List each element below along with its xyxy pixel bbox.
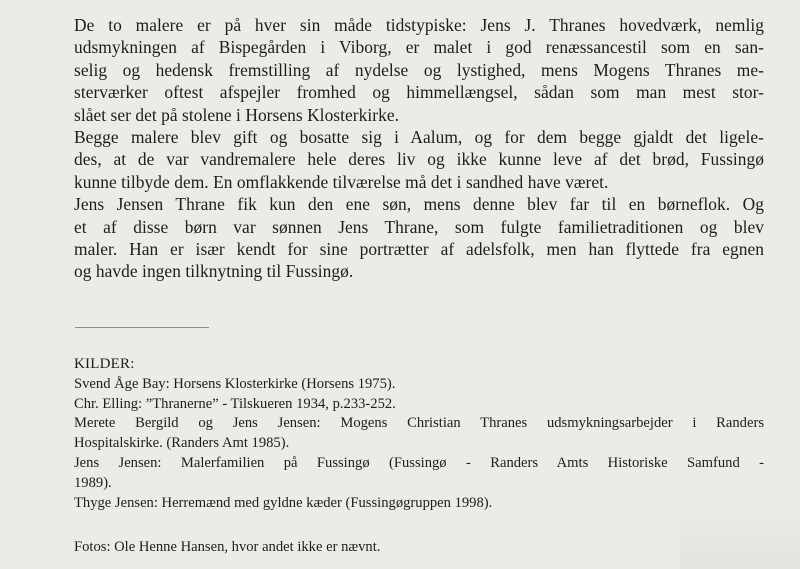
paragraph-2: [74, 126, 764, 193]
text-line: De to malere er på hver sin måde tidstypiske: Jens J. Thranes hovedværk, nemlig: [74, 15, 764, 35]
sources-section: [74, 355, 764, 513]
page-shading: [680, 509, 800, 569]
source-entry: Svend Åge Bay: Horsens Klosterkirke (Horsens 1975).: [74, 375, 396, 392]
source-entry: 1989).: [74, 474, 112, 491]
source-entry: Thyge Jensen: Herremænd med gyldne kæder (Fussingøgruppen 1998).: [74, 494, 493, 511]
text-line: og havde ingen tilknytning til Fussingø.: [74, 261, 354, 282]
text-line: kunne tilbyde dem. En omflakkende tilværelse må det i sandhed have været.: [74, 171, 609, 192]
photo-credit: Fotos: Ole Henne Hansen, hvor andet ikke er nævnt.: [74, 539, 381, 555]
section-divider: [75, 327, 209, 328]
text-line: sterværker oftest afspejler fromhed og himmellængsel, sådan som man mest stor-: [74, 82, 764, 103]
source-entry: Chr. Elling: ”Thranerne” - Tilskueren 1934, p.233-252.: [74, 395, 396, 412]
text-line: maler. Han er især kendt for sine portrætter af adelsfolk, men han flyttede fra egnen: [74, 239, 764, 260]
source-entry: Jens Jensen: Malerfamilien på Fussingø (Fussingø - Randers Amts Historiske Samfund -: [74, 454, 764, 471]
text-line: selig og hedensk fremstilling af nydelse og lystighed, mens Mogens Thranes me-: [74, 59, 764, 80]
text-line: Jens Jensen Thrane fik kun den ene søn, mens denne blev far til en børneflok. Og: [74, 194, 764, 215]
sources-heading: KILDER:: [74, 356, 135, 372]
paragraph-3: [74, 193, 764, 283]
text-line: slået ser det på stolene i Horsens Klosterkirke.: [74, 104, 400, 125]
source-entry: Hospitalskirke. (Randers Amt 1985).: [74, 435, 290, 452]
source-entry: Merete Bergild og Jens Jensen: Mogens Christian Thranes udsmykningsarbejder i Randers: [74, 415, 764, 432]
text-line: udsmykningen af Bispegården i Viborg, er malet i god renæssancestil som en san-: [74, 37, 764, 58]
paragraph-1: [74, 14, 764, 126]
text-line: des, at de var vandremalere hele deres liv og ikke kunne leve af det brød, Fussingø: [74, 149, 764, 170]
text-line: Begge malere blev gift og bosatte sig i Aalum, og for dem begge gjaldt det ligele-: [74, 127, 764, 148]
text-line: et af disse børn var sønnen Jens Thrane, som fulgte familietraditionen og blev: [74, 216, 764, 237]
body-text: [74, 14, 764, 283]
